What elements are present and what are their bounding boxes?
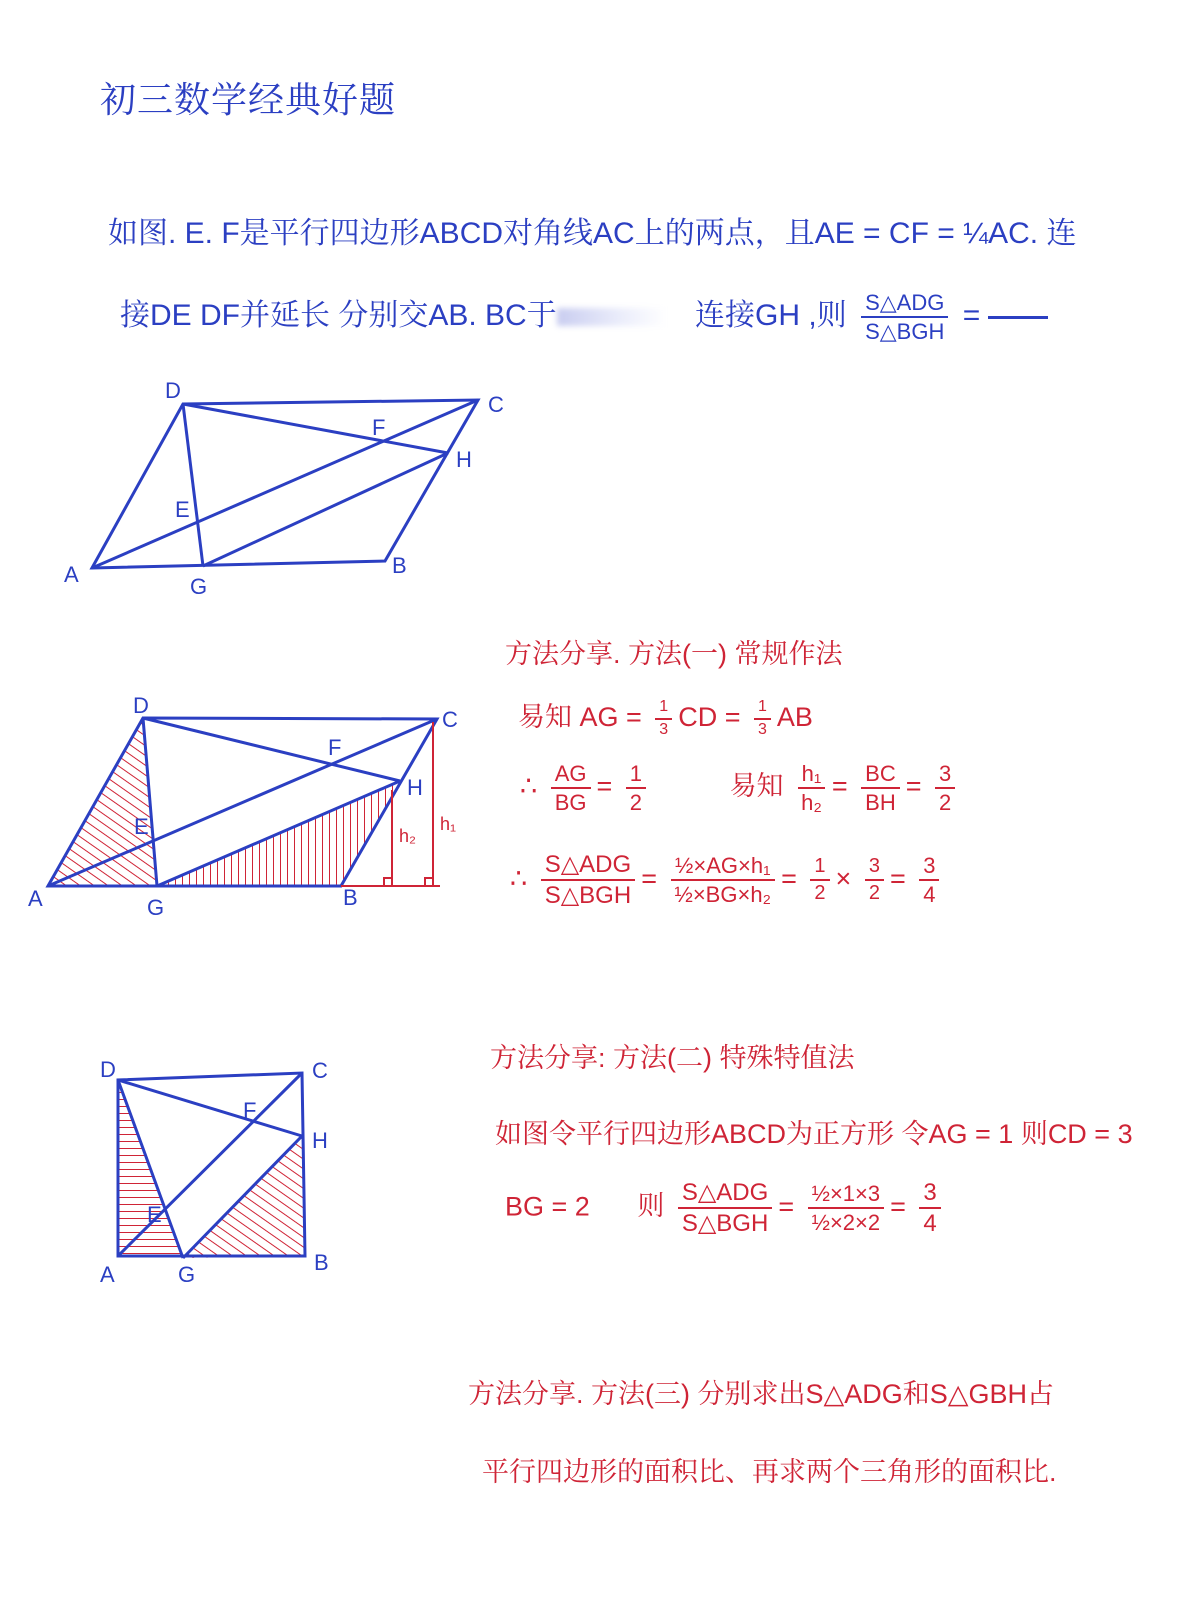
label-e: E — [147, 1202, 162, 1227]
text: BG = 2 — [505, 1191, 590, 1222]
denominator: BH — [865, 790, 896, 816]
label-g: G — [147, 895, 165, 920]
numerator: 3 — [935, 762, 955, 789]
numerator: BC — [861, 762, 900, 789]
problem-line-2b: 连接GH ,则 — [695, 299, 847, 332]
method-3-heading: 方法分享. 方法(三) 分别求出S△ADG和S△GBH占 — [468, 1379, 1055, 1409]
denominator: S△BGH — [681, 1210, 769, 1238]
diagonal-ac — [92, 400, 478, 568]
text: = — [831, 771, 848, 802]
label-b: B — [392, 553, 407, 578]
label-f: F — [372, 415, 386, 440]
fraction — [935, 762, 955, 814]
fraction — [551, 762, 591, 814]
numerator: 3 — [865, 856, 884, 881]
numerator: S△ADG — [678, 1180, 772, 1209]
text: CD = — [678, 702, 741, 732]
label-d: D — [100, 1057, 116, 1082]
method-1-heading: 方法分享. 方法(一) 常规作法 — [505, 639, 843, 669]
problem-line-1: 如图. E. F是平行四边形ABCD对角线AC上的两点，且AE = CF = ¼AC. 连 — [108, 217, 1077, 250]
segment-dg — [183, 404, 203, 566]
fraction — [678, 1180, 772, 1236]
label-h1: h₁ — [440, 814, 457, 834]
figure-1 — [92, 400, 478, 568]
fraction — [919, 1180, 940, 1236]
ratio-numerator: S△ADG — [861, 291, 948, 318]
label-h2: h₂ — [399, 826, 416, 846]
numerator: ½×AG×h₁ — [671, 854, 775, 881]
problem-line-2a: 接DE DF并延长 分别交AB. BC于 — [120, 299, 557, 332]
right-angle-mark — [384, 878, 392, 886]
numerator: 3 — [919, 854, 939, 881]
label-f: F — [328, 735, 342, 760]
method-2-line-1: 如图令平行四边形ABCD为正方形 令AG = 1 则CD = 3 — [495, 1119, 1133, 1149]
label-a: A — [64, 562, 79, 587]
label-e: E — [175, 497, 190, 522]
denominator: 3 — [659, 720, 669, 738]
label-b: B — [343, 885, 358, 910]
fraction — [808, 1182, 885, 1234]
segment-dh — [118, 1080, 302, 1136]
denominator: 2 — [629, 790, 643, 816]
numerator: 1 — [754, 699, 771, 720]
method-2-line-2 — [505, 1180, 947, 1236]
page-title: 初三数学经典好题 — [100, 79, 397, 120]
text: = — [596, 771, 613, 802]
hatched-triangle-adg — [48, 718, 157, 886]
label-g: G — [178, 1262, 196, 1287]
fraction — [626, 762, 646, 814]
method-1-line-1 — [518, 695, 813, 739]
numerator: ½×1×3 — [808, 1182, 885, 1209]
denominator: 4 — [923, 1210, 937, 1238]
label-c: C — [312, 1058, 328, 1083]
label-c: C — [442, 707, 458, 732]
fraction — [797, 762, 826, 814]
text: = — [889, 863, 906, 894]
denominator: 4 — [923, 882, 936, 908]
label-h: H — [456, 447, 472, 472]
numerator: AG — [551, 762, 591, 789]
fraction — [861, 762, 900, 814]
fraction — [810, 856, 829, 904]
label-d: D — [165, 378, 181, 403]
denominator: ½×BG×h₂ — [674, 882, 772, 908]
segment-gh — [203, 453, 448, 566]
denominator: ½×2×2 — [811, 1210, 881, 1236]
equals-sign: = — [962, 299, 981, 332]
text: = — [641, 863, 657, 894]
text: × — [835, 863, 852, 894]
text: = — [905, 771, 922, 802]
denominator: 3 — [758, 720, 767, 738]
label-b: B — [314, 1250, 329, 1275]
text: = — [890, 1191, 906, 1222]
fraction — [655, 699, 672, 739]
denominator: 2 — [814, 882, 826, 905]
label-d: D — [133, 693, 149, 718]
text: 易知 AG = — [518, 702, 642, 732]
fraction — [670, 854, 775, 906]
denominator: 2 — [939, 790, 952, 816]
label-c: C — [488, 392, 504, 417]
right-angle-mark — [425, 878, 433, 886]
numerator: h₁ — [798, 762, 826, 789]
fraction — [919, 854, 939, 906]
method-1-line-3 — [510, 852, 945, 908]
numerator: S△ADG — [541, 852, 635, 881]
denominator: 2 — [868, 882, 880, 905]
numerator: 1 — [626, 762, 646, 789]
label-h: H — [312, 1128, 328, 1153]
therefore: ∴ — [520, 771, 538, 802]
segment-dh — [143, 718, 400, 781]
text: 易知 — [729, 771, 784, 802]
fraction — [541, 852, 635, 908]
method-1-line-2 — [520, 762, 961, 814]
numerator: 3 — [919, 1180, 940, 1209]
text: AB — [776, 702, 813, 732]
label-e: E — [134, 814, 149, 839]
label-a: A — [28, 886, 43, 911]
numerator: 1 — [655, 699, 672, 720]
fraction — [754, 699, 771, 739]
denominator: h₂ — [801, 790, 822, 816]
segment-dh — [183, 404, 448, 453]
text: = — [781, 863, 797, 894]
numerator: 1 — [810, 856, 829, 881]
label-h: H — [407, 775, 423, 800]
therefore: ∴ — [510, 863, 528, 894]
label-a: A — [100, 1262, 115, 1287]
label-f: F — [243, 1098, 257, 1123]
method-3-line-2: 平行四边形的面积比、再求两个三角形的面积比. — [482, 1457, 1057, 1487]
method-2-heading: 方法分享: 方法(二) 特殊特值法 — [490, 1043, 855, 1073]
label-g: G — [190, 574, 208, 599]
ratio-denominator: S△BGH — [865, 319, 945, 345]
text: = — [778, 1191, 795, 1222]
fraction — [865, 856, 884, 904]
denominator: S△BGH — [544, 882, 632, 910]
text: 则 — [637, 1191, 665, 1222]
denominator: BG — [554, 790, 587, 816]
